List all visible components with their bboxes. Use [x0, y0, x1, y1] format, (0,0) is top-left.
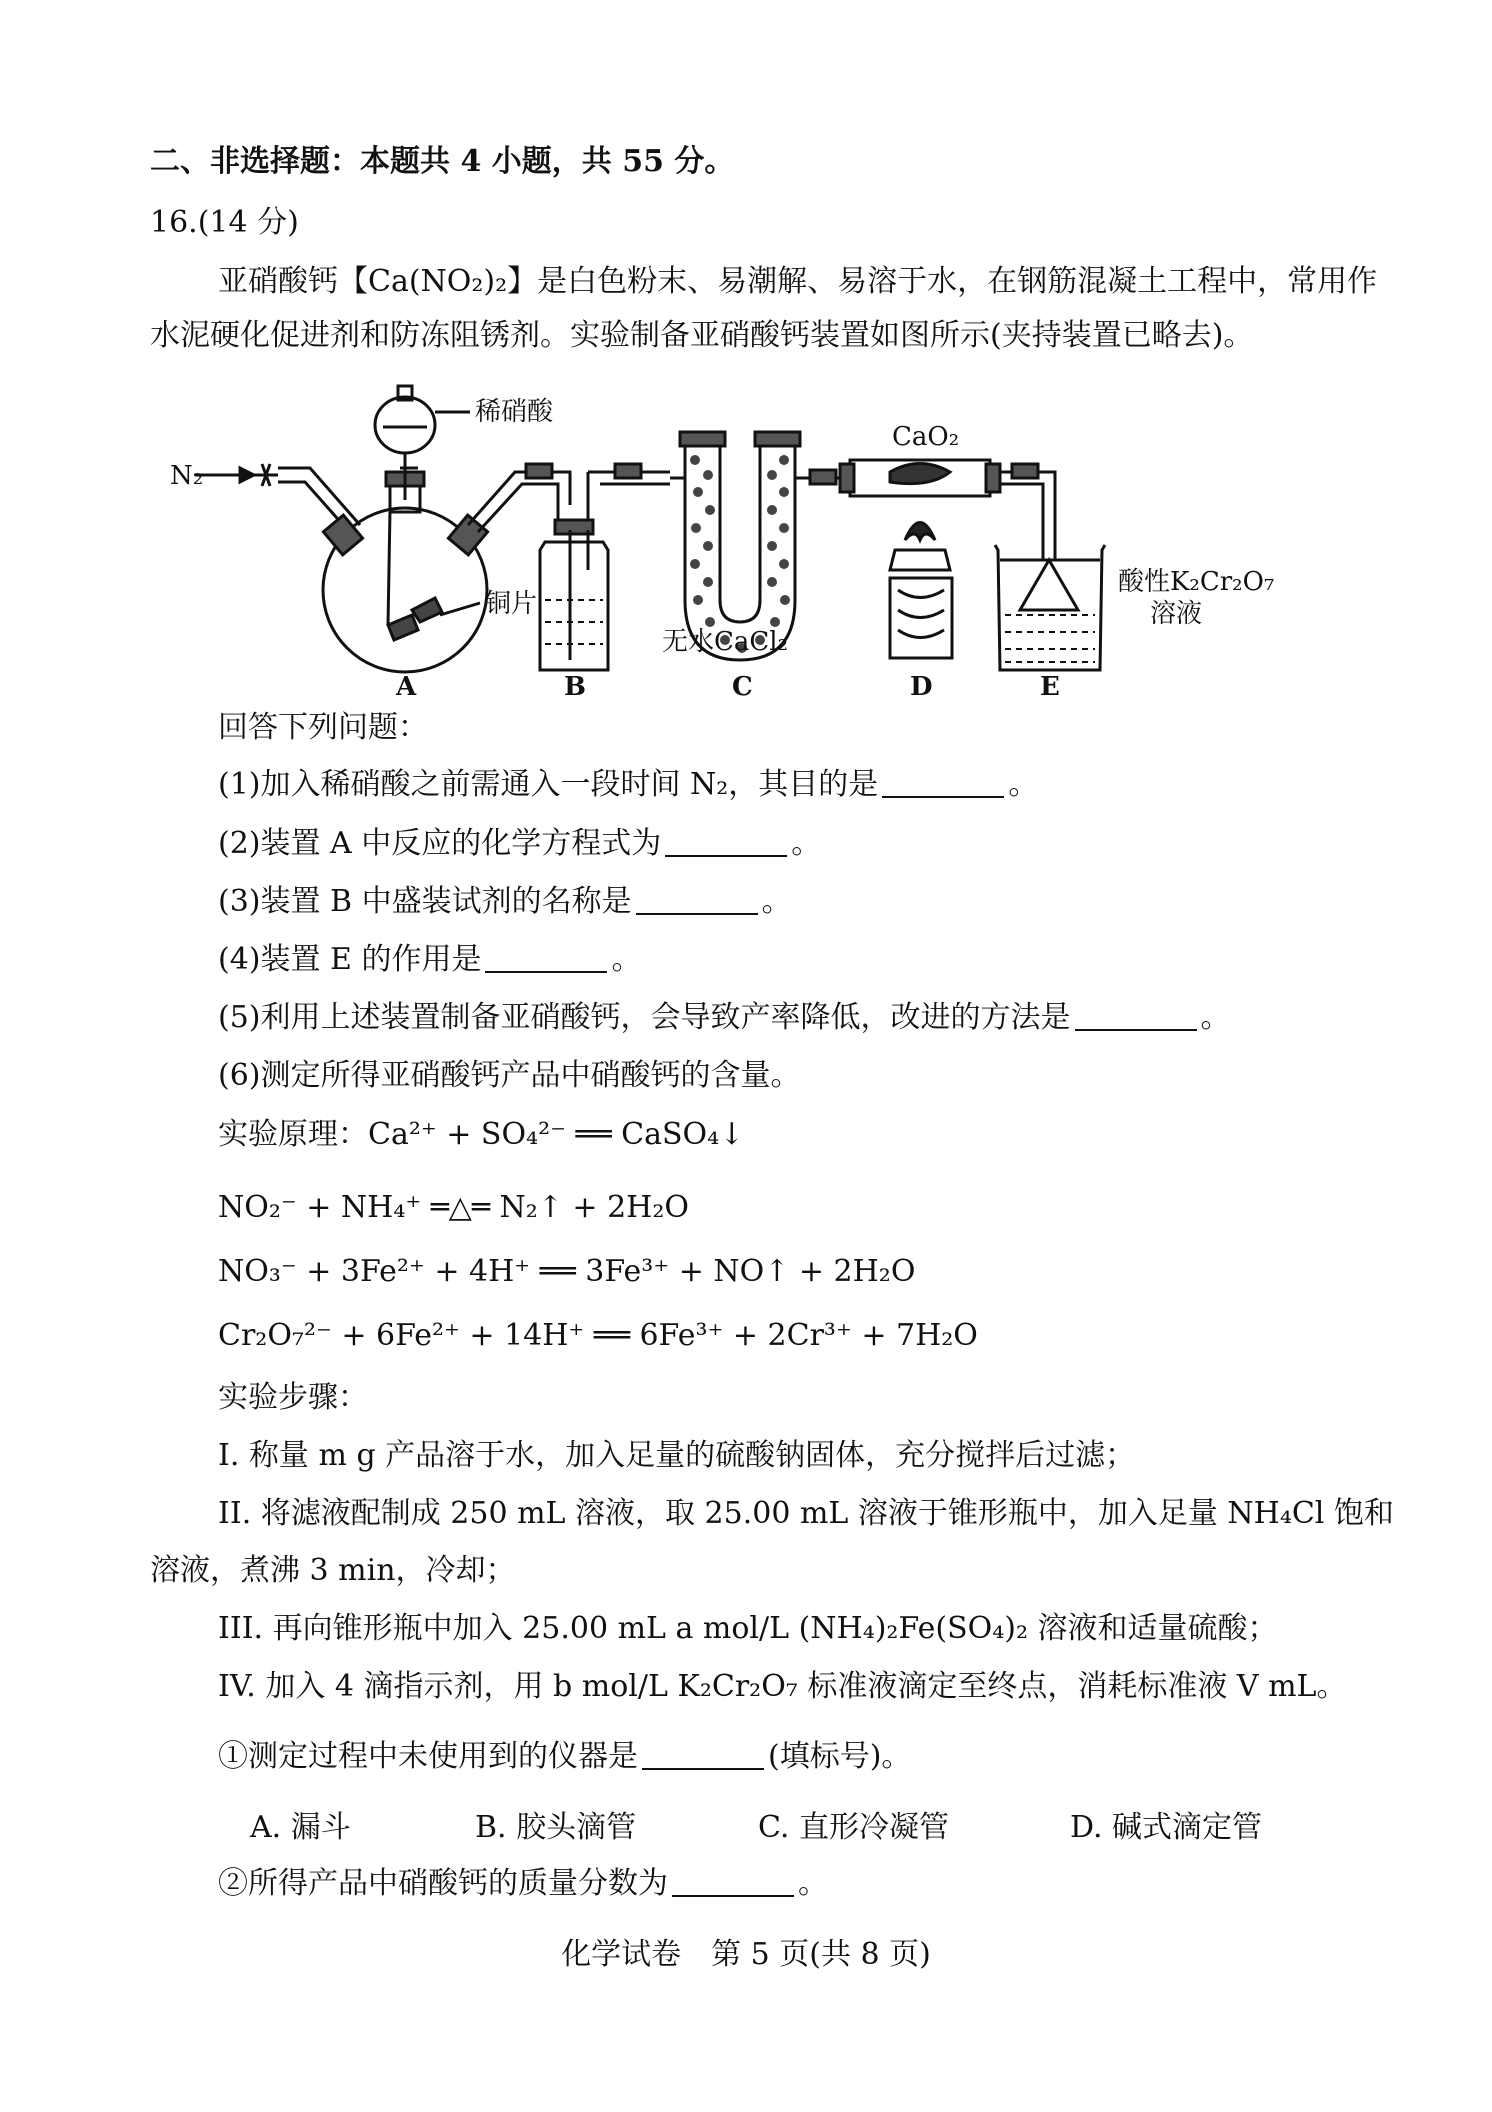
option-c: C. 直形冷凝管 — [758, 1810, 949, 1845]
q2-end: 。 — [791, 826, 822, 861]
question-number: 16. — [150, 205, 198, 240]
label-dilute-nitric: 稀硝酸 — [475, 397, 554, 427]
step-4: IV. 加入 4 滴指示剂，用 b mol/L K₂Cr₂O₇ 标准液滴定至终点，消耗标准液 V mL。 — [218, 1669, 1347, 1704]
answer-blank-6-1[interactable] — [642, 1740, 764, 1770]
step-2-line-1: II. 将滤液配制成 250 mL 溶液，取 25.00 mL 溶液于锥形瓶中，加入足量 NH₄Cl 饱和 — [218, 1496, 1394, 1531]
q2-text: (2)装置 A 中反应的化学方程式为 — [218, 826, 662, 861]
intro-line-1: 亚硝酸钙【Ca(NO₂)₂】是白色粉末、易潮解、易溶于水，在钢筋混凝土工程中，常用作 — [218, 264, 1378, 299]
principle-eq-1 — [218, 1115, 744, 1155]
equation-3: NO₃⁻ + 3Fe²⁺ + 4H⁺ ══ 3Fe³⁺ + NO↑ + 2H₂O — [218, 1254, 916, 1289]
subquestion-1 — [218, 765, 1038, 805]
unit-label-a: A — [396, 672, 417, 702]
option-a: A. 漏斗 — [250, 1810, 351, 1845]
answer-blank-1[interactable] — [882, 768, 1004, 798]
option-b: B. 胶头滴管 — [475, 1810, 637, 1845]
equation-2: NO₂⁻ + NH₄⁺ ═△═ N₂↑ + 2H₂O — [218, 1190, 689, 1225]
step-1: I. 称量 m g 产品溶于水，加入足量的硫酸钠固体，充分搅拌后过滤； — [218, 1438, 1136, 1473]
unit-label-e: E — [1040, 672, 1060, 702]
section-header: 二、非选择题：本题共 4 小题，共 55 分。 — [150, 144, 735, 179]
p1-text: ①测定过程中未使用到的仪器是 — [218, 1739, 638, 1774]
equation-1: Ca²⁺ + SO₄²⁻ ══ CaSO₄↓ — [368, 1117, 745, 1152]
q5-end: 。 — [1200, 1000, 1231, 1035]
subquestion-3 — [218, 882, 792, 922]
answer-blank-6-2[interactable] — [672, 1867, 794, 1897]
p2-end: 。 — [798, 1866, 828, 1901]
label-cao2: CaO₂ — [892, 422, 960, 452]
label-copper: 铜片 — [485, 589, 538, 619]
subquestion-2 — [218, 824, 821, 864]
answer-blank-4[interactable] — [485, 943, 607, 973]
label-k2cr2o7-2: 溶液 — [1150, 599, 1203, 629]
p2-text: ②所得产品中硝酸钙的质量分数为 — [218, 1866, 668, 1901]
step-2-line-2: 溶液，煮沸 3 min，冷却； — [150, 1553, 516, 1588]
unit-label-d: D — [910, 672, 933, 702]
label-k2cr2o7-1: 酸性K₂Cr₂O₇ — [1118, 567, 1275, 597]
label-cacl2: 无水CaCl₂ — [662, 627, 789, 657]
q1-text: (1)加入稀硝酸之前需通入一段时间 N₂，其目的是 — [218, 767, 879, 802]
unit-label-c: C — [732, 672, 753, 702]
answer-blank-2[interactable] — [665, 827, 787, 857]
question-header — [150, 203, 299, 243]
step-3: III. 再向锥形瓶中加入 25.00 mL a mol/L (NH₄)₂Fe(SO₄)₂ 溶液和适量硫酸； — [218, 1611, 1278, 1646]
q3-text: (3)装置 B 中盛装试剂的名称是 — [218, 884, 632, 919]
page-footer: 化学试卷 第 5 页(共 8 页) — [561, 1937, 931, 1972]
q5-text: (5)利用上述装置制备亚硝酸钙，会导致产率降低，改进的方法是 — [218, 1000, 1071, 1035]
subquestion-4 — [218, 940, 641, 980]
apparatus-diagram — [150, 360, 1275, 702]
answer-blank-5[interactable] — [1075, 1001, 1197, 1031]
equation-4: Cr₂O₇²⁻ + 6Fe²⁺ + 14H⁺ ══ 6Fe³⁺ + 2Cr³⁺ + 7H₂O — [218, 1318, 978, 1353]
p1-end: (填标号)。 — [768, 1739, 912, 1774]
subquestion-5 — [218, 998, 1231, 1038]
q1-end: 。 — [1008, 767, 1039, 802]
subquestion-6: (6)测定所得亚硝酸钙产品中硝酸钙的含量。 — [218, 1058, 801, 1093]
steps-label: 实验步骤： — [218, 1380, 368, 1415]
q6-part-1 — [218, 1737, 911, 1777]
q4-text: (4)装置 E 的作用是 — [218, 942, 482, 977]
q4-end: 。 — [611, 942, 642, 977]
answer-prompt: 回答下列问题： — [218, 710, 428, 745]
q6-part-2 — [218, 1864, 828, 1904]
unit-label-b: B — [564, 672, 586, 702]
q3-end: 。 — [761, 884, 792, 919]
question-score: (14 分) — [197, 205, 299, 240]
label-n2: N₂ — [170, 461, 204, 491]
principle-label: 实验原理： — [218, 1117, 368, 1152]
answer-blank-3[interactable] — [636, 885, 758, 915]
option-d: D. 碱式滴定管 — [1070, 1810, 1263, 1845]
intro-line-2: 水泥硬化促进剂和防冻阻锈剂。实验制备亚硝酸钙装置如图所示(夹持装置已略去)。 — [150, 318, 1254, 353]
